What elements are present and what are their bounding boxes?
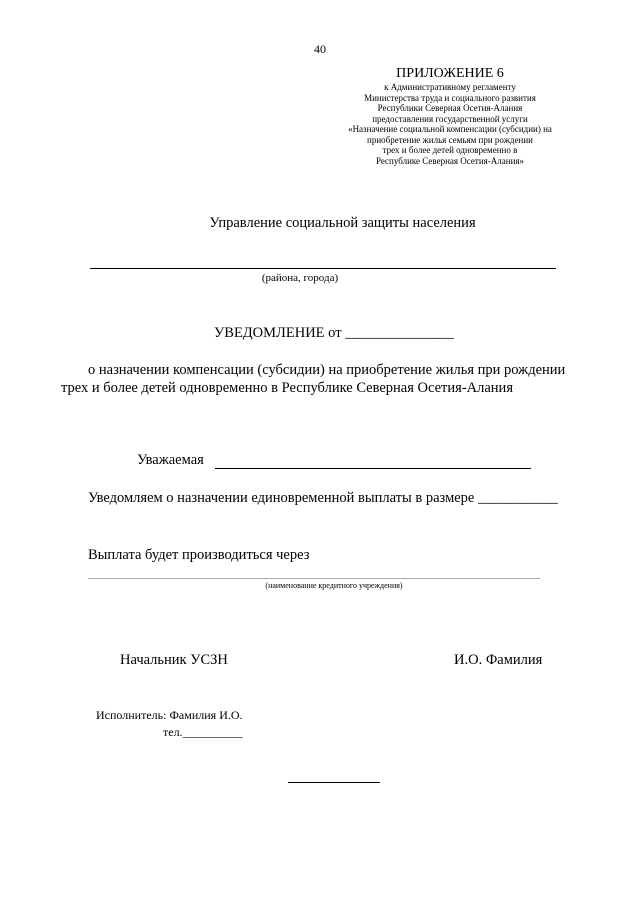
appendix-line: к Административному регламенту	[384, 82, 516, 92]
appendix-title: ПРИЛОЖЕНИЕ 6	[396, 66, 504, 81]
closing-separator	[288, 782, 380, 783]
appendix-line: приобретение жилья семьям при рождении	[367, 134, 533, 145]
appendix-line: Республики Северная Осетия-Алания	[377, 103, 523, 113]
notice-subject-line-2: трех и более детей одновременно в Республике Северная Осетия-Алания	[61, 380, 513, 396]
payout-text: Выплата будет производиться через	[88, 547, 310, 563]
payment-amount-blank: ___________	[478, 490, 558, 506]
payment-text	[88, 490, 558, 507]
phone-blank: __________	[182, 725, 243, 739]
appendix-header	[330, 66, 570, 166]
credit-institution-caption: (наименование кредитного учреждения)	[265, 581, 403, 590]
greeting-label: Уважаемая	[137, 452, 204, 468]
department-title: Управление социальной защиты населения	[209, 215, 476, 231]
department-name-line	[90, 268, 556, 269]
signature-name: И.О. Фамилия	[454, 652, 543, 668]
department-caption: (района, города)	[261, 272, 339, 284]
appendix-line: Республике Северная Осетия-Алания»	[375, 155, 525, 166]
payment-statement: Уведомляем о назначении единовременной выплаты в размере	[88, 490, 475, 506]
signature-position: Начальник УСЗН	[120, 652, 228, 668]
appendix-line: предоставления государственной услуги	[372, 113, 528, 124]
executor-phone	[163, 725, 243, 740]
executor-label: Исполнитель: Фамилия И.О.	[96, 708, 243, 722]
notice-title: УВЕДОМЛЕНИЕ от	[214, 325, 342, 341]
phone-label: тел.	[163, 725, 183, 739]
page-number: 40	[314, 42, 326, 56]
recipient-name-line	[215, 468, 531, 469]
appendix-line: Министерства труда и социального развития	[364, 92, 536, 103]
credit-institution-line	[88, 578, 540, 579]
notice-heading	[214, 325, 454, 342]
appendix-line: трех и более детей одновременно в	[382, 145, 518, 155]
notice-date-blank: _______________	[345, 325, 454, 341]
notice-subject-line-1: о назначении компенсации (субсидии) на приобретение жилья при рождении	[88, 362, 566, 378]
appendix-line: «Назначение социальной компенсации (субсидии) на	[348, 124, 552, 134]
